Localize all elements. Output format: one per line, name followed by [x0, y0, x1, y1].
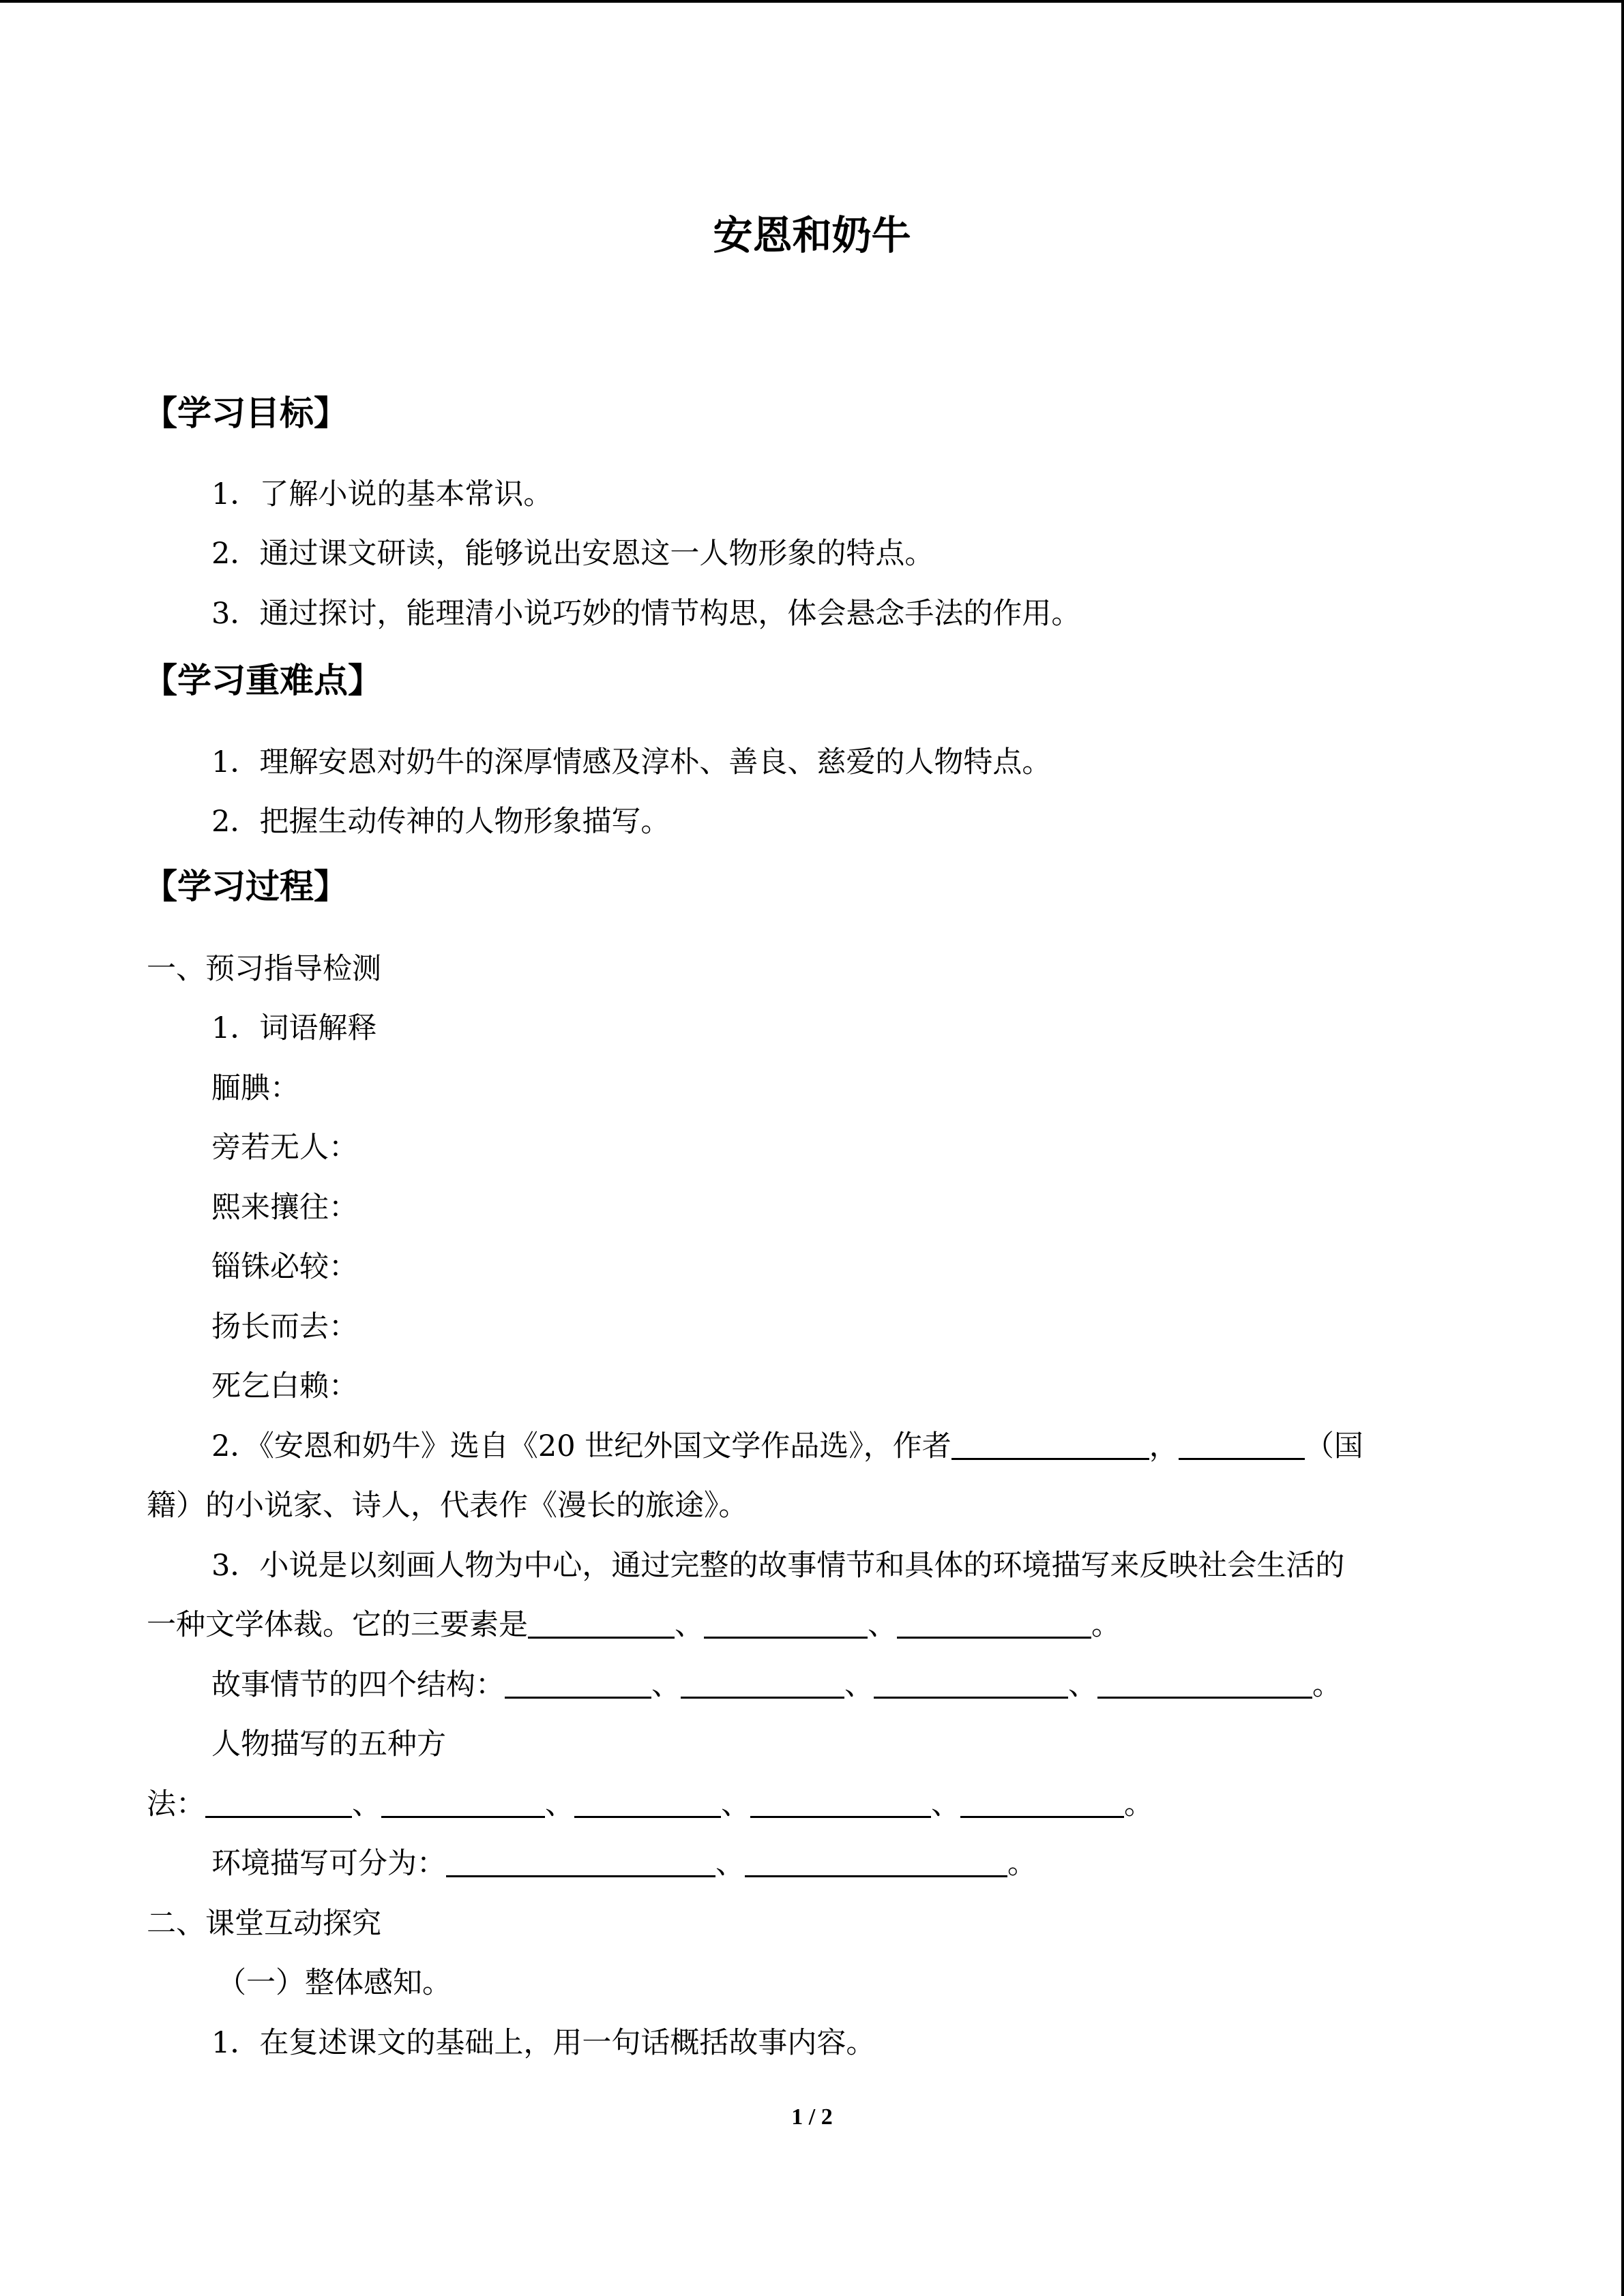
heading-key-points: 【学习重难点】 — [143, 661, 382, 700]
heading-learning-goals: 【学习目标】 — [143, 393, 348, 433]
env-blank-1[interactable] — [446, 1847, 715, 1877]
q2-text-a: 2．《安恩和奶牛》选自《20 世纪外国文学作品选》，作者 — [211, 1429, 951, 1463]
q2-line-1 — [211, 1425, 1363, 1467]
vocab-item-2: 旁若无人： — [211, 1131, 358, 1165]
plot-blank-2[interactable] — [681, 1668, 844, 1699]
period: 。 — [1007, 1847, 1037, 1881]
separator: 、 — [352, 1787, 381, 1821]
period: 。 — [1124, 1787, 1153, 1821]
q2-line-2: 籍）的小说家、诗人，代表作《漫长的旅途》。 — [147, 1489, 748, 1523]
plot-blank-4[interactable] — [1097, 1668, 1312, 1699]
vocab-item-3: 熙来攘往： — [211, 1191, 358, 1225]
char-blank-4[interactable] — [750, 1787, 931, 1818]
author-blank[interactable] — [951, 1429, 1149, 1460]
separator: 、 — [844, 1668, 874, 1702]
separator: 、 — [675, 1608, 704, 1642]
period: 。 — [1091, 1608, 1121, 1642]
q2-text-b: （国 — [1304, 1429, 1363, 1463]
separator: 、 — [1068, 1668, 1097, 1702]
goal-item-3: 3．通过探讨，能理清小说巧妙的情节构思，体会悬念手法的作用。 — [211, 597, 1081, 631]
separator: 、 — [651, 1668, 681, 1702]
char-blank-1[interactable] — [205, 1787, 352, 1818]
heading-learning-process: 【学习过程】 — [143, 867, 348, 906]
sub1-q1: 1．在复述课文的基础上，用一句话概括故事内容。 — [211, 2026, 876, 2060]
vocab-item-6: 死乞白赖： — [211, 1369, 358, 1403]
q3-line-2 — [147, 1604, 1121, 1646]
nationality-blank[interactable] — [1179, 1429, 1305, 1460]
char-method-line-1: 人物描写的五种方 — [211, 1727, 446, 1761]
separator: 、 — [868, 1608, 897, 1642]
element-blank-1[interactable] — [528, 1608, 675, 1639]
env-blank-2[interactable] — [745, 1847, 1007, 1877]
char-blank-5[interactable] — [960, 1787, 1124, 1818]
period: 。 — [1312, 1668, 1342, 1702]
element-blank-3[interactable] — [897, 1608, 1091, 1639]
env-line — [211, 1843, 1037, 1885]
separator: 、 — [545, 1787, 574, 1821]
plot-structure-line — [211, 1664, 1342, 1706]
q3-line-1: 3．小说是以刻画人物为中心，通过完整的故事情节和具体的环境描写来反映社会生活的 — [211, 1549, 1345, 1583]
separator: 、 — [931, 1787, 960, 1821]
keypoint-item-2: 2．把握生动传神的人物形象描写。 — [211, 805, 670, 839]
q3-text-b: 一种文学体裁。它的三要素是 — [147, 1608, 528, 1642]
part2-title: 二、课堂互动探究 — [147, 1907, 381, 1941]
vocab-item-5: 扬长而去： — [211, 1310, 358, 1344]
char-blank-2[interactable] — [381, 1787, 545, 1818]
part1-title: 一、预习指导检测 — [147, 952, 381, 986]
page-border-top — [0, 0, 1624, 3]
page-border-right — [1621, 0, 1624, 2296]
char-blank-3[interactable] — [574, 1787, 721, 1818]
plot-label: 故事情节的四个结构： — [211, 1668, 505, 1702]
page-number: 1 / 2 — [791, 2104, 833, 2130]
page-title: 安恩和奶牛 — [713, 212, 911, 258]
goal-item-1: 1．了解小说的基本常识。 — [211, 477, 553, 511]
q2-comma: ， — [1149, 1429, 1179, 1463]
separator: 、 — [721, 1787, 750, 1821]
plot-blank-3[interactable] — [874, 1668, 1068, 1699]
sub1-title: （一）整体感知。 — [217, 1966, 452, 2000]
element-blank-2[interactable] — [704, 1608, 868, 1639]
char-method-line-2 — [147, 1783, 1153, 1825]
vocab-item-1: 腼腆： — [211, 1071, 299, 1105]
goal-item-2: 2．通过课文研读，能够说出安恩这一人物形象的特点。 — [211, 537, 934, 571]
plot-blank-1[interactable] — [505, 1668, 651, 1699]
keypoint-item-1: 1．理解安恩对奶牛的深厚情感及淳朴、善良、慈爱的人物特点。 — [211, 745, 1052, 779]
separator: 、 — [715, 1847, 745, 1881]
env-label: 环境描写可分为： — [211, 1847, 446, 1881]
q1-title: 1．词语解释 — [211, 1011, 377, 1045]
char-label-b: 法： — [147, 1787, 205, 1821]
vocab-item-4: 锱铢必较： — [211, 1250, 358, 1284]
